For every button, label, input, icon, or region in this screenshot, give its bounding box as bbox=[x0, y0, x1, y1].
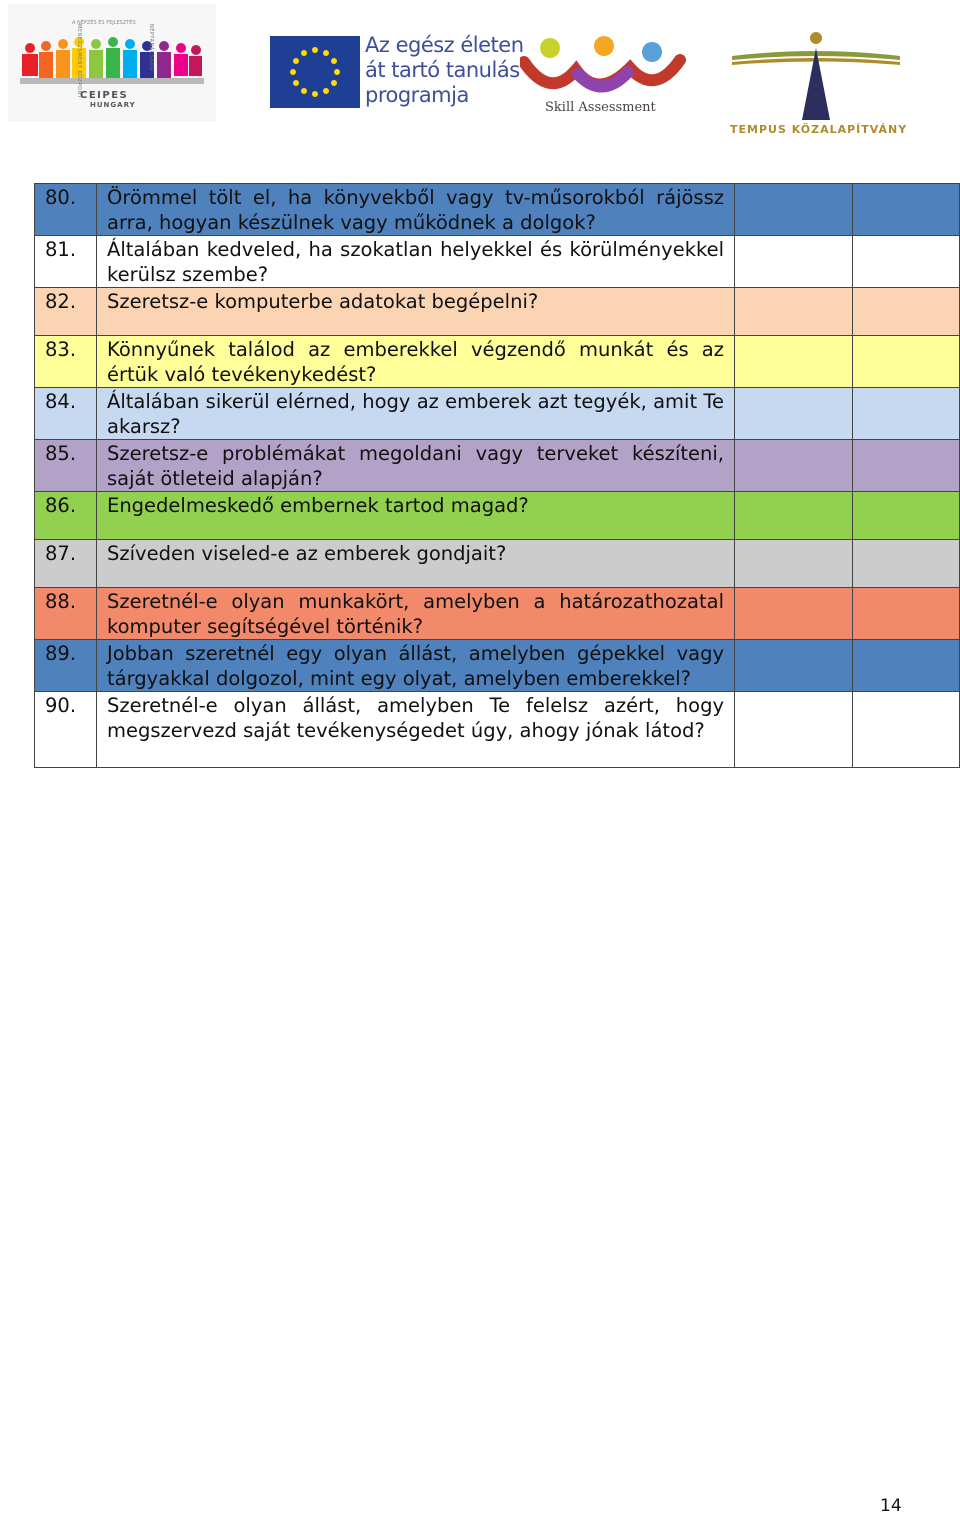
question-number: 88. bbox=[35, 588, 97, 640]
ceipes-logo bbox=[8, 4, 216, 122]
answer-cell-no[interactable] bbox=[853, 588, 960, 640]
answer-cell-yes[interactable] bbox=[735, 236, 853, 288]
question-number: 83. bbox=[35, 336, 97, 388]
answer-cell-yes[interactable] bbox=[735, 440, 853, 492]
question-number: 84. bbox=[35, 388, 97, 440]
question-text: Szeretnél-e olyan állást, amelyben Te felelsz azért, hogy megszervezd saját tevékenységedet úgy, ahogy jónak látod? bbox=[97, 692, 735, 768]
page-number: 14 bbox=[880, 1496, 902, 1516]
question-text: Engedelmeskedő embernek tartod magad? bbox=[97, 492, 735, 540]
question-text: Jobban szeretnél egy olyan állást, amelyben gépekkel vagy tárgyakkal dolgozol, mint egy olyat, amelyben emberekkel? bbox=[97, 640, 735, 692]
page-header bbox=[0, 0, 960, 150]
question-row bbox=[35, 184, 960, 236]
question-number: 89. bbox=[35, 640, 97, 692]
ceipes-top-text: A NÉPZÉS ÉS FEJLESZTÉS bbox=[72, 20, 136, 26]
question-number: 86. bbox=[35, 492, 97, 540]
question-number: 85. bbox=[35, 440, 97, 492]
answer-cell-no[interactable] bbox=[853, 236, 960, 288]
questionnaire-table bbox=[34, 183, 960, 768]
eu-flag-logo bbox=[270, 36, 360, 108]
eu-stars-icon bbox=[270, 36, 360, 108]
answer-cell-yes[interactable] bbox=[735, 184, 853, 236]
answer-cell-no[interactable] bbox=[853, 336, 960, 388]
tempus-logo bbox=[726, 28, 906, 144]
lifelong-learning-programme-title bbox=[365, 33, 525, 108]
tempus-label: TEMPUS KÖZALAPÍTVÁNY bbox=[730, 123, 908, 136]
question-number: 80. bbox=[35, 184, 97, 236]
question-row bbox=[35, 540, 960, 588]
answer-cell-yes[interactable] bbox=[735, 588, 853, 640]
skill-assessment-label: Skill Assessment bbox=[545, 100, 656, 115]
ceipes-brand: CEIPES bbox=[80, 90, 129, 101]
question-row bbox=[35, 440, 960, 492]
answer-cell-no[interactable] bbox=[853, 640, 960, 692]
answer-cell-yes[interactable] bbox=[735, 540, 853, 588]
question-text: Könnyűnek találod az emberekkel végzendő munkát és az értük való tevékenykedést? bbox=[97, 336, 735, 388]
answer-cell-yes[interactable] bbox=[735, 336, 853, 388]
question-row bbox=[35, 588, 960, 640]
question-row bbox=[35, 236, 960, 288]
answer-cell-yes[interactable] bbox=[735, 692, 853, 768]
programme-line-2: át tartó tanulás bbox=[365, 58, 520, 82]
question-text: Szeretsz-e problémákat megoldani vagy terveket készíteni, saját ötleteid alapján? bbox=[97, 440, 735, 492]
question-text: Általában sikerül elérned, hogy az emberek azt tegyék, amit Te akarsz? bbox=[97, 388, 735, 440]
question-text: Általában kedveled, ha szokatlan helyekkel és körülményekkel kerülsz szembe? bbox=[97, 236, 735, 288]
question-row bbox=[35, 288, 960, 336]
question-text: Örömmel tölt el, ha könyvekből vagy tv-műsorokból rájössz arra, hogyan készülnek vagy működnek a dolgok? bbox=[97, 184, 735, 236]
skill-assessment-figures-icon bbox=[520, 30, 690, 100]
programme-line-1: Az egész életen bbox=[365, 33, 524, 57]
answer-cell-yes[interactable] bbox=[735, 492, 853, 540]
tempus-scale-icon bbox=[726, 28, 906, 123]
question-number: 81. bbox=[35, 236, 97, 288]
question-row bbox=[35, 640, 960, 692]
question-row bbox=[35, 692, 960, 768]
programme-line-3: programja bbox=[365, 83, 469, 107]
answer-cell-no[interactable] bbox=[853, 288, 960, 336]
question-text: Szeretnél-e olyan munkakört, amelyben a határozathozatal komputer segítségével történik? bbox=[97, 588, 735, 640]
answer-cell-no[interactable] bbox=[853, 184, 960, 236]
skill-assessment-logo bbox=[520, 30, 690, 120]
question-text: Szeretsz-e komputerbe adatokat begépelni? bbox=[97, 288, 735, 336]
question-row bbox=[35, 336, 960, 388]
answer-cell-no[interactable] bbox=[853, 440, 960, 492]
question-text: Szíveden viseled-e az emberek gondjait? bbox=[97, 540, 735, 588]
answer-cell-no[interactable] bbox=[853, 388, 960, 440]
question-number: 87. bbox=[35, 540, 97, 588]
question-row bbox=[35, 388, 960, 440]
ceipes-country: HUNGARY bbox=[90, 101, 136, 109]
ceipes-side-text-right: NÉPTANÁCSADÓ bbox=[148, 24, 154, 72]
answer-cell-no[interactable] bbox=[853, 540, 960, 588]
question-number: 82. bbox=[35, 288, 97, 336]
question-number: 90. bbox=[35, 692, 97, 768]
answer-cell-no[interactable] bbox=[853, 492, 960, 540]
question-row bbox=[35, 492, 960, 540]
answer-cell-no[interactable] bbox=[853, 692, 960, 768]
answer-cell-yes[interactable] bbox=[735, 288, 853, 336]
answer-cell-yes[interactable] bbox=[735, 640, 853, 692]
answer-cell-yes[interactable] bbox=[735, 388, 853, 440]
ceipes-side-text-left: MENEDZSMENT KÖZPONT bbox=[76, 24, 82, 99]
